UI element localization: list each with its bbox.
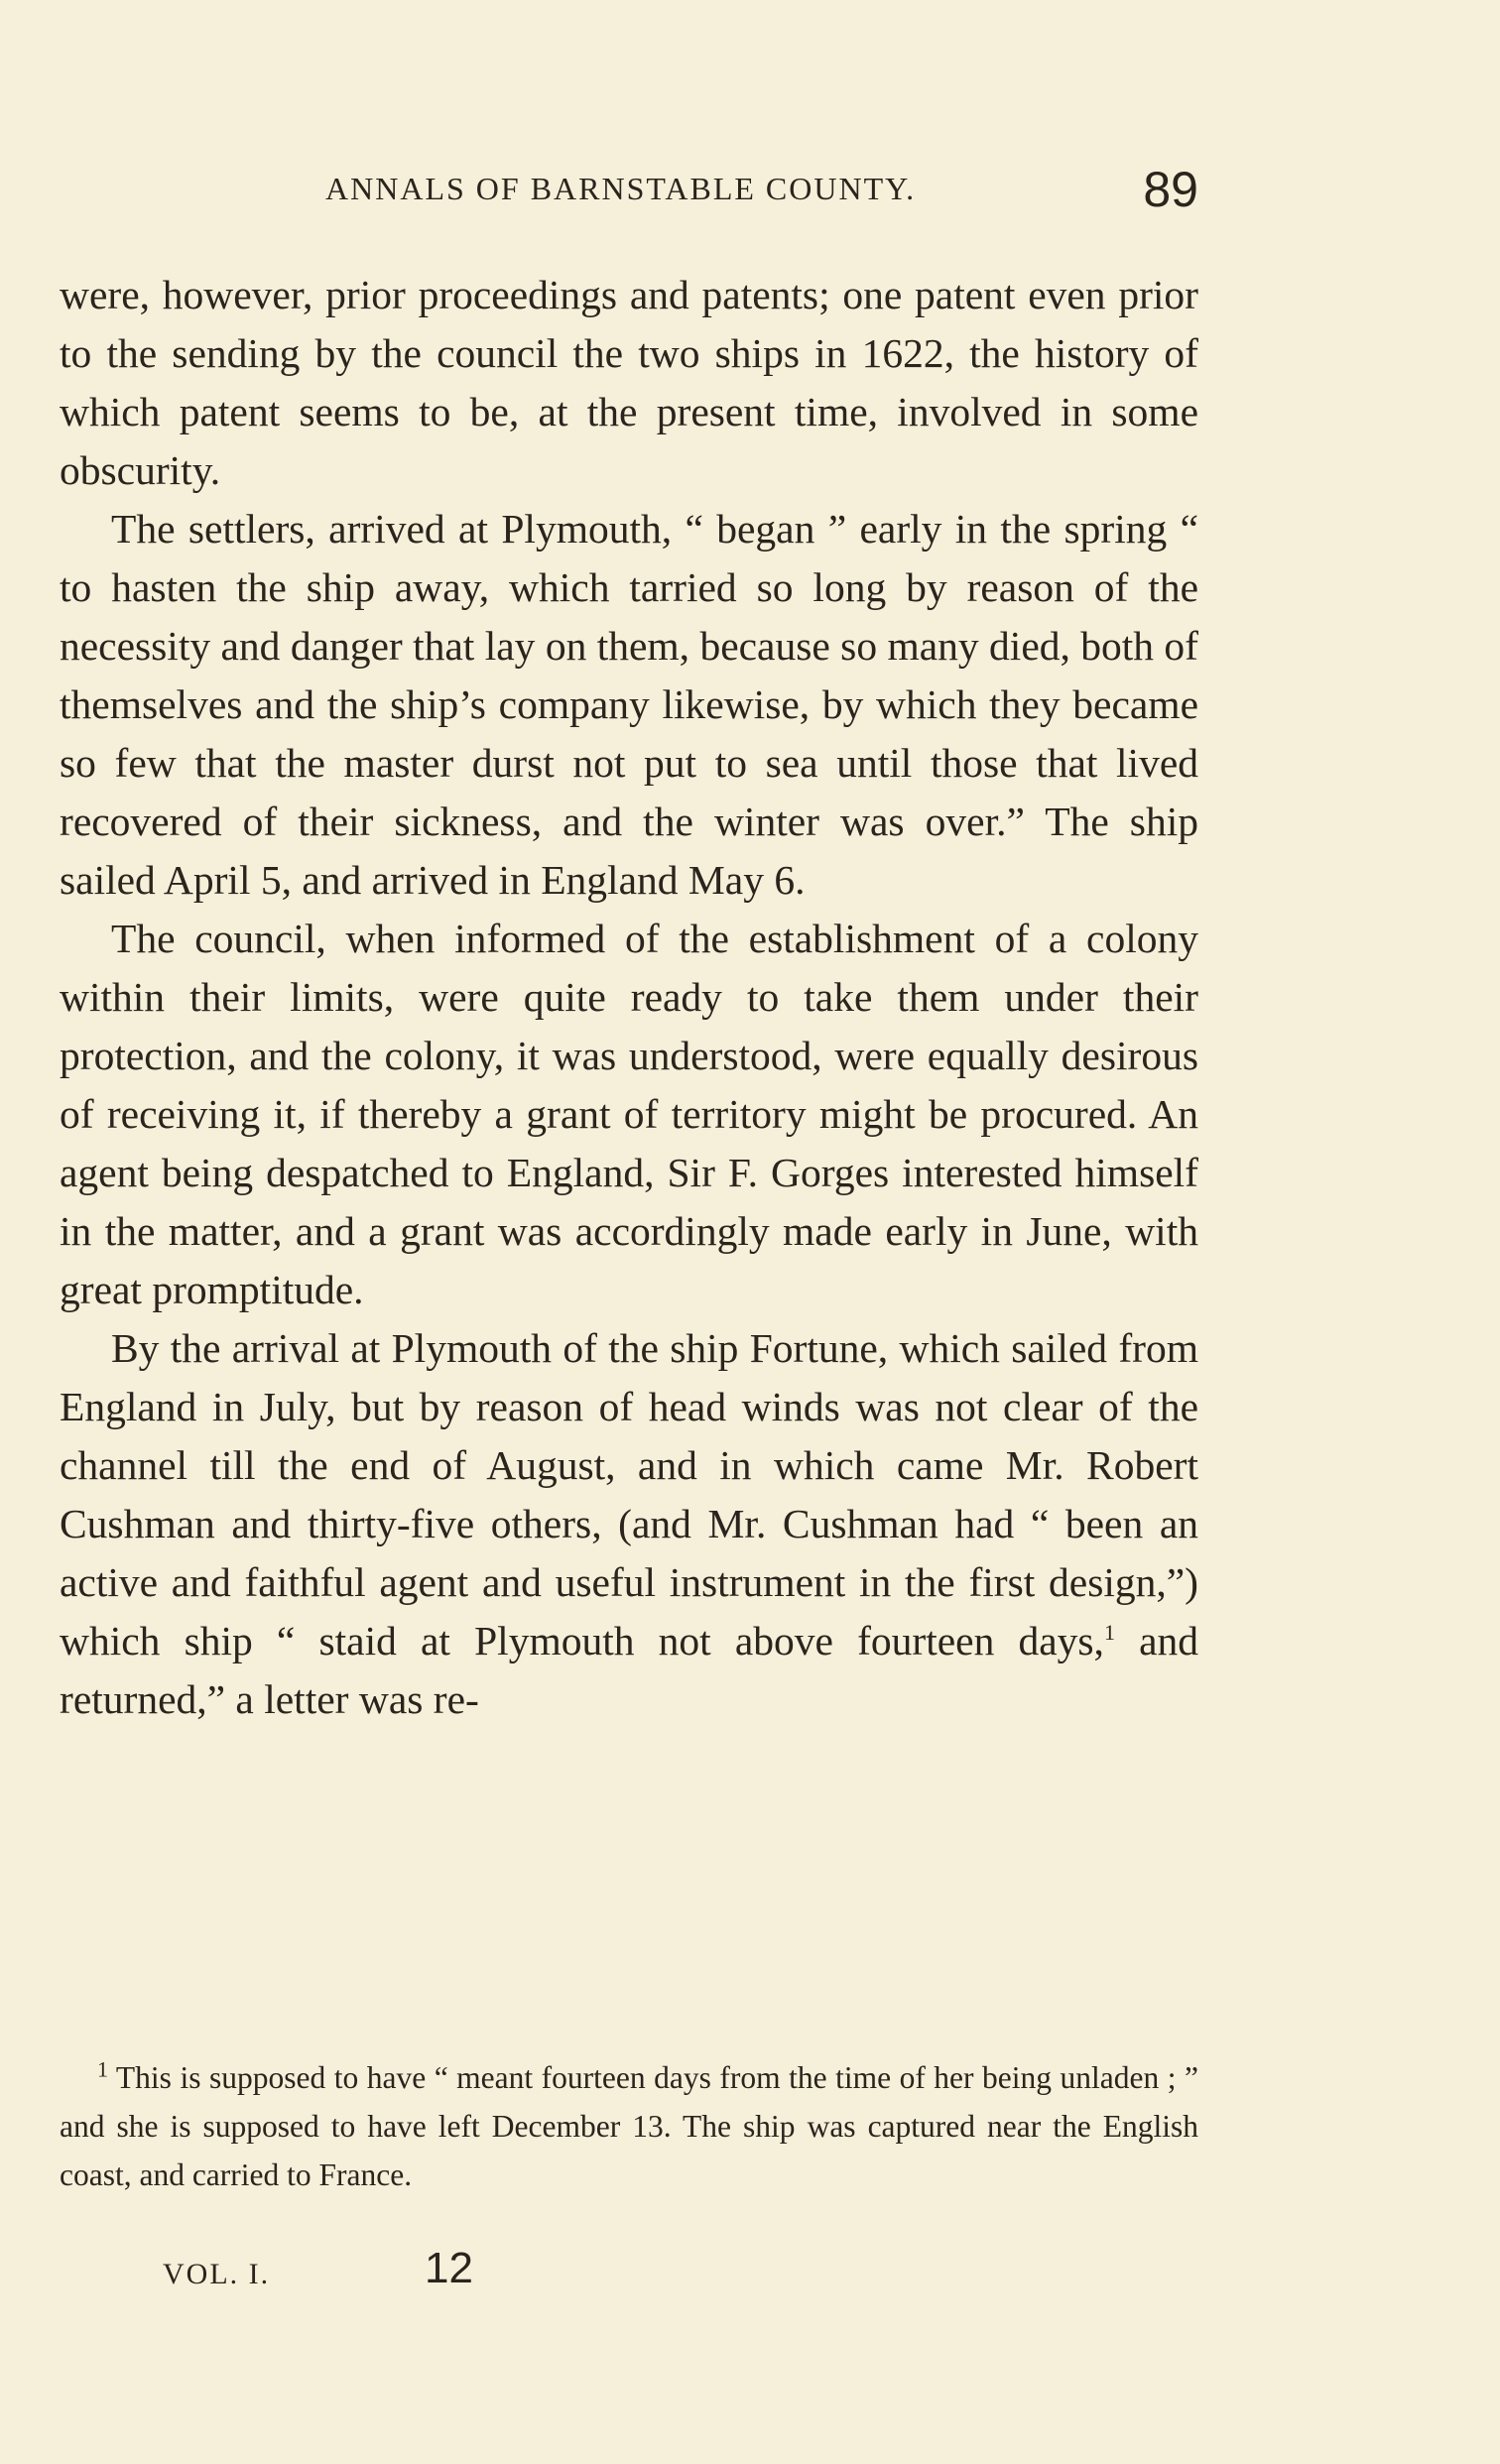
paragraph-fortune	[60, 1319, 1198, 1729]
paragraph-fortune-text-end: and returned,” a letter was re-	[60, 1618, 1199, 1722]
page-number: 89	[1143, 162, 1198, 217]
running-head	[60, 162, 1198, 226]
running-title: ANNALS OF BARNSTABLE COUNTY.	[325, 171, 917, 206]
volume-label: VOL. I.	[163, 2258, 271, 2290]
signature-number: 12	[425, 2244, 473, 2292]
paragraph-continued: were, however, prior proceedings and patents; one patent even prior to the sending by the council the two ships in 1622, the history of which patent seems to be, at the present time, involved in some obscurity.	[60, 272, 1198, 493]
footnote-mark: 1	[97, 2056, 108, 2082]
footnote	[60, 2053, 1198, 2199]
paragraph-fortune-text: By the arrival at Plymouth of the ship Fortune, which sailed from England in July, but by reason of head winds was not clear of the channel till the end of August, and in which came Mr. Robert Cushman and thirty-five others, (and Mr. Cushman had “ been an active and faithful agent and useful instrument in the first design,”) which ship “ staid at Plymouth not above fourteen days,	[60, 1325, 1198, 1663]
footnote-text: This is supposed to have “ meant fourteen days from the time of her being unladen ; ” and she is supposed to have left December 13. The ship was captured near the English coast, and carried to France.	[60, 2060, 1198, 2192]
footnote-reference: 1	[1103, 1620, 1115, 1646]
body-text	[60, 266, 1198, 1729]
paragraph-council: The council, when informed of the establishment of a colony within their limits, were quite ready to take them under their protection, and the colony, it was understood, were equally desirous of receiving it, if thereby a grant of territory might be procured. An agent being despatched to England, Sir F. Gorges interested himself in the matter, and a grant was accordingly made early in June, with great promptitude.	[60, 916, 1198, 1312]
paragraph-settlers: The settlers, arrived at Plymouth, “ began ” early in the spring “ to hasten the ship away, which tarried so long by reason of the necessity and danger that lay on them, because so many died, both of themselves and the ship’s company likewise, by which they became so few that the master durst not put to sea until those that lived recovered of their sickness, and the winter was over.” The ship sailed April 5, and arrived in England May 6.	[60, 506, 1198, 903]
signature-line	[163, 2244, 560, 2303]
